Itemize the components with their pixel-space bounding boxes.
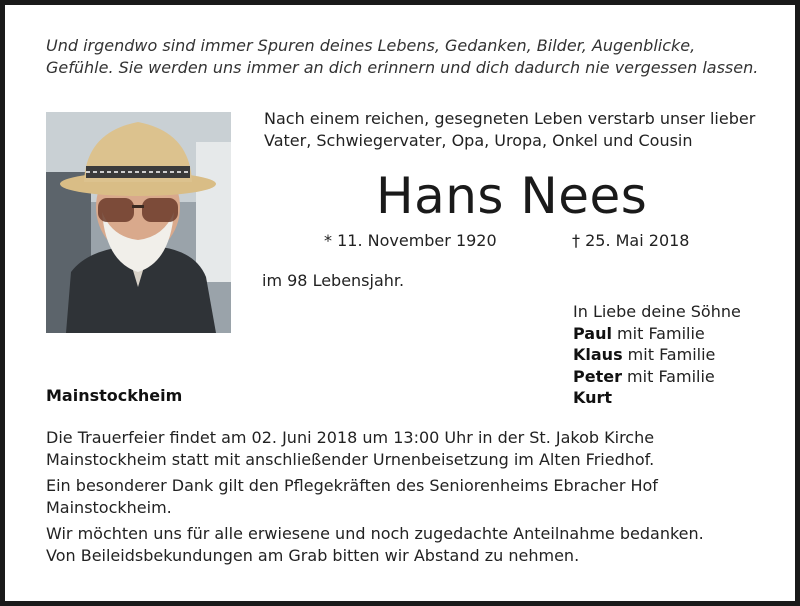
portrait-illustration <box>46 112 231 333</box>
memorial-quote <box>46 35 766 79</box>
thanks-line-2: Mainstockheim. <box>46 498 172 517</box>
funeral-line-1: Die Trauerfeier findet am 02. Juni 2018 um 13:00 Uhr in der St. Jakob Kirche <box>46 428 655 447</box>
family-intro: In Liebe deine Söhne <box>573 302 741 321</box>
intro-line-2: Vater, Schwiegervater, Opa, Uropa, Onkel und Cousin <box>264 131 693 150</box>
funeral-paragraph <box>46 427 746 471</box>
family-member: Paul mit Familie <box>573 323 705 343</box>
quote-line-2: Gefühle. Sie werden uns immer an dich erinnern und dich dadurch nie vergessen lassen. <box>46 58 759 77</box>
thanks-line-1: Ein besonderer Dank gilt den Pflegekräften des Seniorenheims Ebracher Hof <box>46 476 658 495</box>
death-date: † 25. Mai 2018 <box>572 231 690 250</box>
town-name: Mainstockheim <box>46 386 183 405</box>
age-text: im 98 Lebensjahr. <box>262 271 405 290</box>
portrait-photo <box>46 112 231 333</box>
deceased-name: Hans Nees <box>376 167 648 225</box>
family-member: Klaus mit Familie <box>573 345 716 364</box>
closing-line-2: Von Beileidsbekundungen am Grab bitten wir Abstand zu nehmen. <box>46 546 580 565</box>
intro-text <box>264 108 755 152</box>
closing-paragraph <box>46 523 746 567</box>
family-member: Kurt <box>573 388 613 407</box>
birth-date: * 11. November 1920 <box>324 231 497 250</box>
family-member: Peter mit Familie <box>573 366 715 386</box>
funeral-line-2: Mainstockheim statt mit anschließender Urnenbeisetzung im Alten Friedhof. <box>46 450 655 469</box>
closing-line-1: Wir möchten uns für alle erwiesene und noch zugedachte Anteilnahme bedanken. <box>46 524 704 543</box>
intro-line-1: Nach einem reichen, gesegneten Leben verstarb unser lieber <box>264 109 756 128</box>
quote-line-1: Und irgendwo sind immer Spuren deines Lebens, Gedanken, Bilder, Augenblicke, <box>46 36 696 55</box>
family-signature <box>573 301 741 409</box>
thanks-paragraph <box>46 475 746 519</box>
